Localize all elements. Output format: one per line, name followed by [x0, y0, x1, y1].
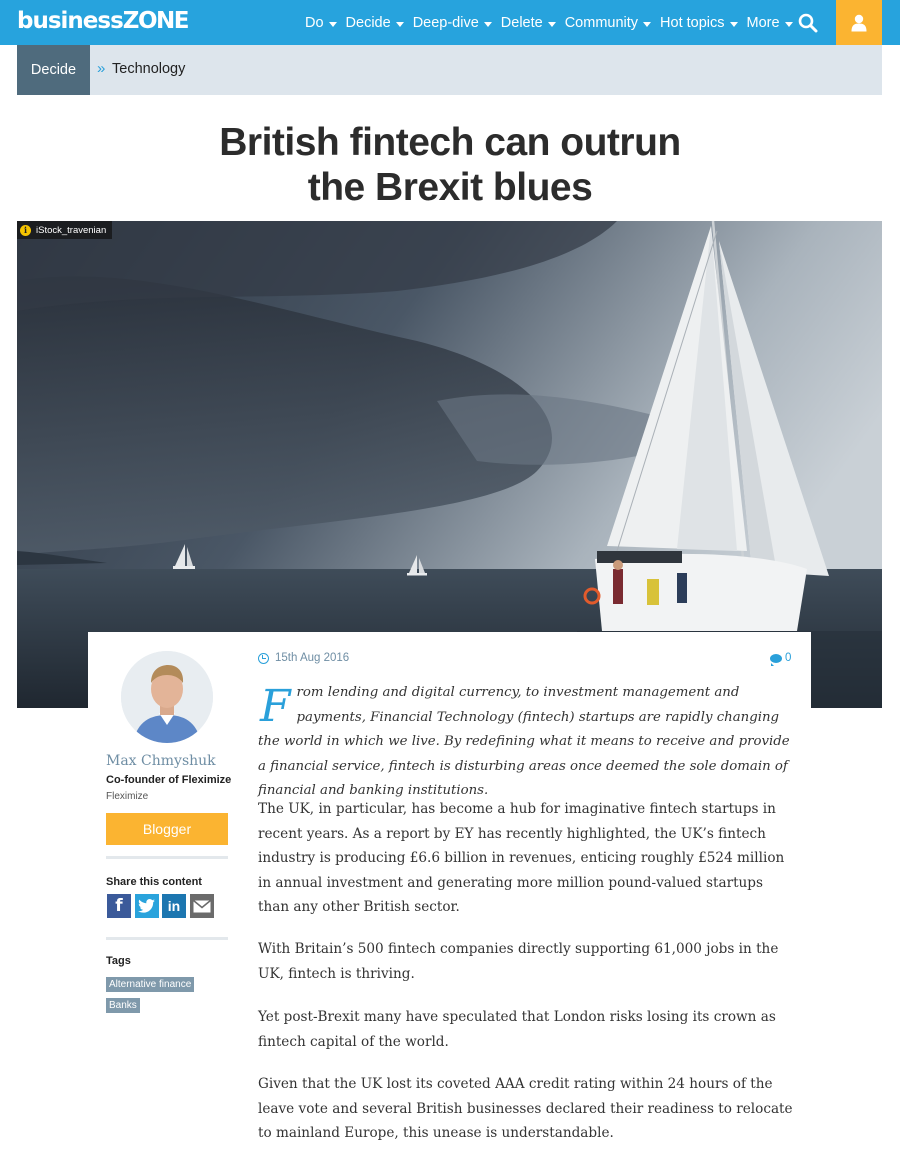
comment-bubble-icon	[770, 654, 782, 663]
divider	[106, 856, 228, 859]
author-role: Co-founder of Fleximize	[106, 774, 232, 786]
chevron-down-icon	[484, 22, 492, 27]
comments-link[interactable]	[770, 652, 791, 664]
author-photo	[121, 651, 213, 743]
nav-label: More	[746, 14, 780, 31]
chevron-down-icon	[643, 22, 651, 27]
linkedin-icon: in	[167, 898, 181, 914]
author-company: Fleximize	[106, 791, 149, 802]
author-avatar[interactable]	[121, 651, 213, 743]
blogger-badge-button[interactable]: Blogger	[106, 813, 228, 845]
nav-item-more[interactable]	[747, 15, 793, 31]
facebook-share-button[interactable]	[107, 894, 131, 918]
breadcrumb-current-link[interactable]: Technology	[112, 61, 186, 77]
nav-label: Delete	[500, 14, 543, 31]
chevron-down-icon	[730, 22, 738, 27]
article-paragraph: Given that the UK lost its coveted AAA credit rating within 24 hours of the leave vote and several British businesses declared their readiness to relocate to mainland Europe, this unease is understandable.	[258, 1076, 793, 1141]
tags-label: Tags	[106, 955, 131, 967]
nav-item-decide[interactable]	[346, 15, 404, 31]
user-account-button[interactable]	[836, 0, 882, 45]
image-credit[interactable]	[17, 221, 112, 239]
chevron-down-icon	[548, 22, 556, 27]
drop-cap: F	[260, 681, 291, 732]
article-lead-text: rom lending and digital currency, to investment management and payments, Financial Technology (fintech) startups are rapidly changing the world in which we live. By redefining what it means to receive and provide a financial service, fintech is disturbing areas once deemed the sole domain of financial and banking institutions.	[258, 685, 790, 798]
nav-label: Community	[564, 14, 639, 31]
article-lead	[258, 681, 793, 804]
chevron-down-icon	[396, 22, 404, 27]
nav-label: Deep-dive	[412, 14, 479, 31]
tag-link[interactable]: Alternative finance	[106, 977, 194, 992]
article-paragraph: With Britain’s 500 fintech companies directly supporting 61,000 jobs in the UK, fintech is thriving.	[258, 941, 779, 982]
article-paragraph: Yet post-Brexit many have speculated that London risks losing its crown as fintech capital of the world.	[258, 1009, 776, 1050]
breadcrumb-separator-icon: »	[97, 60, 106, 77]
logo-business: business	[17, 8, 123, 34]
facebook-icon: f	[115, 896, 123, 916]
envelope-icon	[193, 900, 211, 913]
image-credit-text: iStock_travenian	[36, 224, 107, 236]
nav-label: Hot topics	[660, 14, 725, 31]
nav-label: Decide	[345, 14, 391, 31]
share-buttons	[107, 894, 217, 918]
breadcrumb-section-link[interactable]: Decide	[17, 45, 90, 95]
info-icon: i	[20, 225, 31, 236]
article-title-line1: British fintech can outrun	[219, 121, 681, 164]
logo-zone: ZONE	[122, 8, 188, 34]
article-title	[150, 120, 750, 210]
nav-item-hot-topics[interactable]	[660, 15, 737, 31]
twitter-icon	[138, 899, 155, 913]
email-share-button[interactable]	[190, 894, 214, 918]
search-button[interactable]	[788, 0, 828, 45]
site-logo[interactable]	[17, 8, 188, 34]
nav-item-deep-dive[interactable]	[413, 15, 492, 31]
publish-date	[258, 652, 349, 664]
main-menu	[305, 0, 802, 45]
article-title-line2: the Brexit blues	[307, 166, 593, 209]
chevron-down-icon	[329, 22, 337, 27]
article-paragraph: The UK, in particular, has become a hub for imaginative fintech startups in recent years. As a report by EY has recently highlighted, the UK’s fintech industry is producing £6.6 billion in revenues, enticing roughly £524 million in annual investment and generating more million pound-valued startups than any other British sector.	[258, 801, 785, 915]
linkedin-share-button[interactable]	[162, 894, 186, 918]
top-nav	[0, 0, 900, 45]
comment-count: 0	[785, 652, 792, 664]
author-name-link[interactable]: Max Chmyshuk	[106, 753, 216, 769]
nav-item-community[interactable]	[565, 15, 651, 31]
twitter-share-button[interactable]	[135, 894, 159, 918]
nav-item-delete[interactable]	[501, 15, 556, 31]
nav-label: Do	[305, 14, 324, 31]
tag-link[interactable]: Banks	[106, 998, 140, 1013]
nav-item-do[interactable]	[305, 15, 337, 31]
publish-date-text: 15th Aug 2016	[275, 652, 350, 664]
breadcrumb	[17, 45, 882, 95]
clock-icon	[258, 653, 269, 664]
user-icon	[851, 14, 867, 32]
search-icon	[798, 13, 818, 33]
divider	[106, 937, 228, 940]
share-label: Share this content	[106, 876, 202, 888]
